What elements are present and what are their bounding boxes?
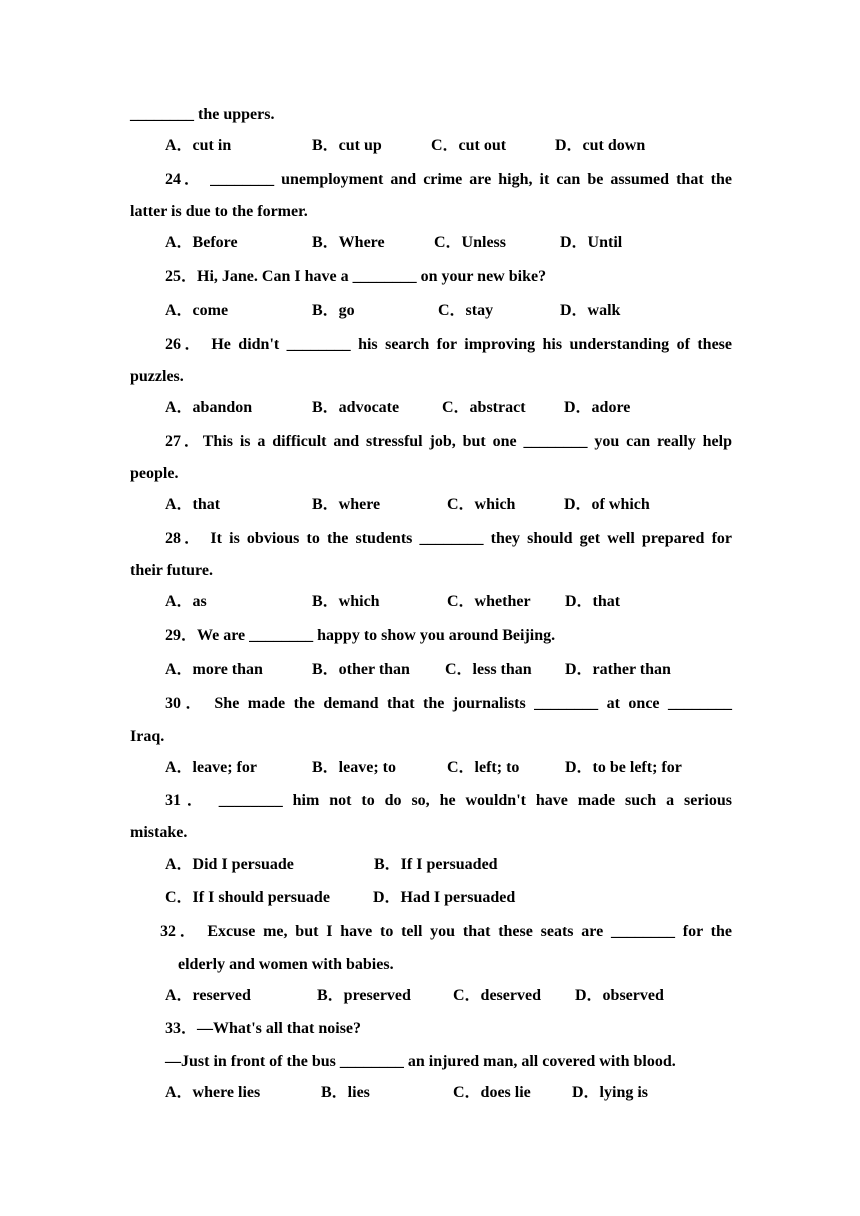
q33-option-b: B．lies <box>321 1084 370 1101</box>
q33-option-d: D．lying is <box>572 1084 649 1101</box>
q23-option-d: D．cut down <box>555 137 646 154</box>
q26-option-c: C．abstract <box>442 399 526 416</box>
q25-option-c: C．stay <box>438 302 494 319</box>
q33-option-c: C．does lie <box>453 1084 531 1101</box>
q27-option-b: B．where <box>312 496 381 513</box>
q32-stem-line1: 32． Excuse me, but I have to tell you that these seats are ________ for the <box>160 923 732 940</box>
q33-option-a: A．where lies <box>165 1084 261 1101</box>
q26-stem-line2: puzzles. <box>130 368 184 385</box>
q30-option-a: A．leave; for <box>165 759 257 776</box>
q28-option-b: B．which <box>312 593 380 610</box>
q27-option-d: D．of which <box>564 496 650 513</box>
q30-option-c: C．left; to <box>447 759 520 776</box>
q30-stem-line1: 30． She made the demand that the journalists ________ at once ________ <box>165 695 732 712</box>
q27-option-a: A．that <box>165 496 221 513</box>
q24-option-b: B．Where <box>312 234 385 251</box>
q27-stem-line2: people. <box>130 465 179 482</box>
q24-option-c: C．Unless <box>434 234 507 251</box>
q31-option-b: B．If I persuaded <box>374 856 498 873</box>
q24-stem-line2: latter is due to the former. <box>130 203 308 220</box>
q33-stem-line2: —Just in front of the bus ________ an injured man, all covered with blood. <box>165 1053 676 1070</box>
q26-stem-line1: 26． He didn't ________ his search for improving his understanding of these <box>165 336 732 353</box>
q26-option-d: D．adore <box>564 399 631 416</box>
q31-stem-line2: mistake. <box>130 824 188 841</box>
q23-option-a: A．cut in <box>165 137 232 154</box>
q29-option-a: A．more than <box>165 661 263 678</box>
q32-option-b: B．preserved <box>317 987 411 1004</box>
q24-option-d: D．Until <box>560 234 623 251</box>
q29-option-d: D．rather than <box>565 661 671 678</box>
q28-option-c: C．whether <box>447 593 531 610</box>
q25-stem: 25．Hi, Jane. Can I have a ________ on your new bike? <box>165 268 547 285</box>
q29-option-c: C．less than <box>445 661 532 678</box>
q31-option-d: D．Had I persuaded <box>373 889 516 906</box>
q28-stem-line2: their future. <box>130 562 213 579</box>
q31-stem-line1: 31． ________ him not to do so, he wouldn't have made such a serious <box>165 792 732 809</box>
q23-continuation: ________ the uppers. <box>130 106 275 123</box>
q23-option-b: B．cut up <box>312 137 382 154</box>
q23-option-c: C．cut out <box>431 137 507 154</box>
q32-option-a: A．reserved <box>165 987 251 1004</box>
q24-option-a: A．Before <box>165 234 238 251</box>
q27-stem-line1: 27．This is a difficult and stressful job, but one ________ you can really help <box>165 433 732 450</box>
q29-option-b: B．other than <box>312 661 410 678</box>
q30-option-d: D．to be left; for <box>565 759 682 776</box>
q26-option-a: A．abandon <box>165 399 253 416</box>
q24-stem-line1: 24． ________ unemployment and crime are high, it can be assumed that the <box>165 171 733 188</box>
q31-option-a: A．Did I persuade <box>165 856 294 873</box>
q32-option-c: C．deserved <box>453 987 541 1004</box>
q28-stem-line1: 28． It is obvious to the students ________ they should get well prepared for <box>165 530 732 547</box>
q32-option-d: D．observed <box>575 987 664 1004</box>
q33-stem-line1: 33．—What's all that noise? <box>165 1020 362 1037</box>
q26-option-b: B．advocate <box>312 399 400 416</box>
q30-stem-line2: Iraq. <box>130 728 165 745</box>
q25-option-a: A．come <box>165 302 229 319</box>
q25-option-b: B．go <box>312 302 355 319</box>
q32-stem-line2: elderly and women with babies. <box>178 956 394 973</box>
q28-option-d: D．that <box>565 593 621 610</box>
q25-option-d: D．walk <box>560 302 621 319</box>
q31-option-c: C．If I should persuade <box>165 889 330 906</box>
q30-option-b: B．leave; to <box>312 759 396 776</box>
q29-stem: 29．We are ________ happy to show you around Beijing. <box>165 627 556 644</box>
q27-option-c: C．which <box>447 496 516 513</box>
q28-option-a: A．as <box>165 593 207 610</box>
